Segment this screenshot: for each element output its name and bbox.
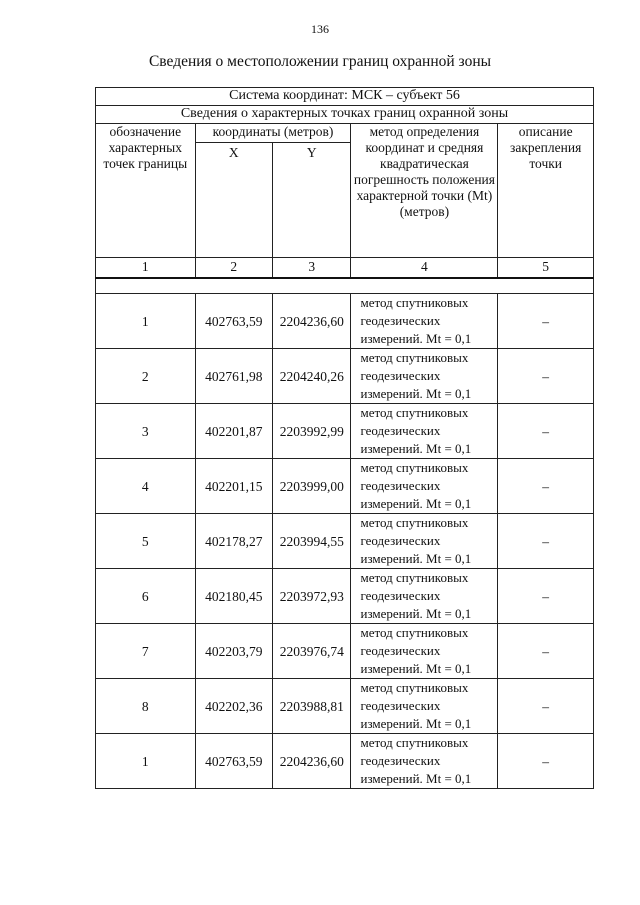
x-coordinate-cell: 402763,59 (195, 734, 272, 789)
x-coordinate-cell: 402178,27 (195, 514, 272, 569)
page-number: 136 (311, 22, 329, 36)
header-method-text: метод определения координат и средняя квадратическая погрешность положения характерной точки (Mt) (метров) (353, 124, 495, 219)
coordinate-system-label: Система координат: МСК – субъект 56 (96, 88, 594, 106)
table-subtitle: Сведения о характерных точках границ охранной зоны (96, 106, 594, 124)
x-coordinate-cell: 402202,36 (195, 679, 272, 734)
column-number: 5 (498, 258, 594, 279)
table-row (96, 459, 594, 514)
description-cell: – (498, 569, 594, 624)
x-coordinate-cell: 402203,79 (195, 624, 272, 679)
column-number: 2 (195, 258, 272, 279)
y-coordinate-cell: 2204236,60 (273, 734, 351, 789)
x-coordinate-cell: 402201,15 (195, 459, 272, 514)
point-cell: 1 (96, 734, 196, 789)
column-number: 1 (96, 258, 196, 279)
description-cell: – (498, 514, 594, 569)
document-title: Сведения о местоположении границ охранной зоны (148, 53, 492, 70)
method-cell: метод спутниковых геодезических измерений. Mt = 0,1 (351, 349, 498, 404)
header-description-text: описание закрепления точки (510, 124, 582, 171)
column-number: 4 (351, 258, 498, 279)
method-cell: метод спутниковых геодезических измерений. Mt = 0,1 (351, 294, 498, 349)
point-cell: 8 (96, 679, 196, 734)
y-coordinate-cell: 2203994,55 (273, 514, 351, 569)
blank-cell (96, 278, 594, 294)
header-point-designation (96, 124, 196, 258)
y-coordinate-cell: 2204240,26 (273, 349, 351, 404)
point-cell: 5 (96, 514, 196, 569)
y-coordinate-cell: 2203976,74 (273, 624, 351, 679)
table-row (96, 679, 594, 734)
method-cell: метод спутниковых геодезических измерений. Mt = 0,1 (351, 569, 498, 624)
method-cell: метод спутниковых геодезических измерений. Mt = 0,1 (351, 404, 498, 459)
point-cell: 6 (96, 569, 196, 624)
y-coordinate-cell: 2204236,60 (273, 294, 351, 349)
description-cell: – (498, 679, 594, 734)
table-row (96, 624, 594, 679)
method-cell: метод спутниковых геодезических измерений. Mt = 0,1 (351, 734, 498, 789)
point-cell: 2 (96, 349, 196, 404)
column-number-row (96, 258, 594, 279)
header-y: Y (273, 143, 351, 258)
description-cell: – (498, 624, 594, 679)
coordinate-system-row (96, 88, 594, 106)
y-coordinate-cell: 2203988,81 (273, 679, 351, 734)
x-coordinate-cell: 402201,87 (195, 404, 272, 459)
y-coordinate-cell: 2203972,93 (273, 569, 351, 624)
header-point-designation-text: обозначение характерных точек границы (103, 124, 188, 171)
header-coordinates: координаты (метров) (195, 124, 351, 143)
table-row (96, 404, 594, 459)
point-cell: 1 (96, 294, 196, 349)
y-coordinate-cell: 2203992,99 (273, 404, 351, 459)
table-row (96, 514, 594, 569)
point-cell: 7 (96, 624, 196, 679)
description-cell: – (498, 294, 594, 349)
header-row (96, 124, 594, 143)
column-number: 3 (273, 258, 351, 279)
y-coordinate-cell: 2203999,00 (273, 459, 351, 514)
x-coordinate-cell: 402763,59 (195, 294, 272, 349)
method-cell: метод спутниковых геодезических измерений. Mt = 0,1 (351, 514, 498, 569)
description-cell: – (498, 459, 594, 514)
table-subtitle-row (96, 106, 594, 124)
description-cell: – (498, 404, 594, 459)
table-row (96, 734, 594, 789)
description-cell: – (498, 734, 594, 789)
blank-separator-row (96, 278, 594, 294)
x-coordinate-cell: 402761,98 (195, 349, 272, 404)
method-cell: метод спутниковых геодезических измерений. Mt = 0,1 (351, 459, 498, 514)
method-cell: метод спутниковых геодезических измерений. Mt = 0,1 (351, 679, 498, 734)
table-row (96, 294, 594, 349)
x-coordinate-cell: 402180,45 (195, 569, 272, 624)
method-cell: метод спутниковых геодезических измерений. Mt = 0,1 (351, 624, 498, 679)
description-cell: – (498, 349, 594, 404)
table-row (96, 569, 594, 624)
boundary-points-table (95, 87, 594, 789)
point-cell: 4 (96, 459, 196, 514)
header-method (351, 124, 498, 258)
header-x: X (195, 143, 272, 258)
table-row (96, 349, 594, 404)
header-description (498, 124, 594, 258)
point-cell: 3 (96, 404, 196, 459)
